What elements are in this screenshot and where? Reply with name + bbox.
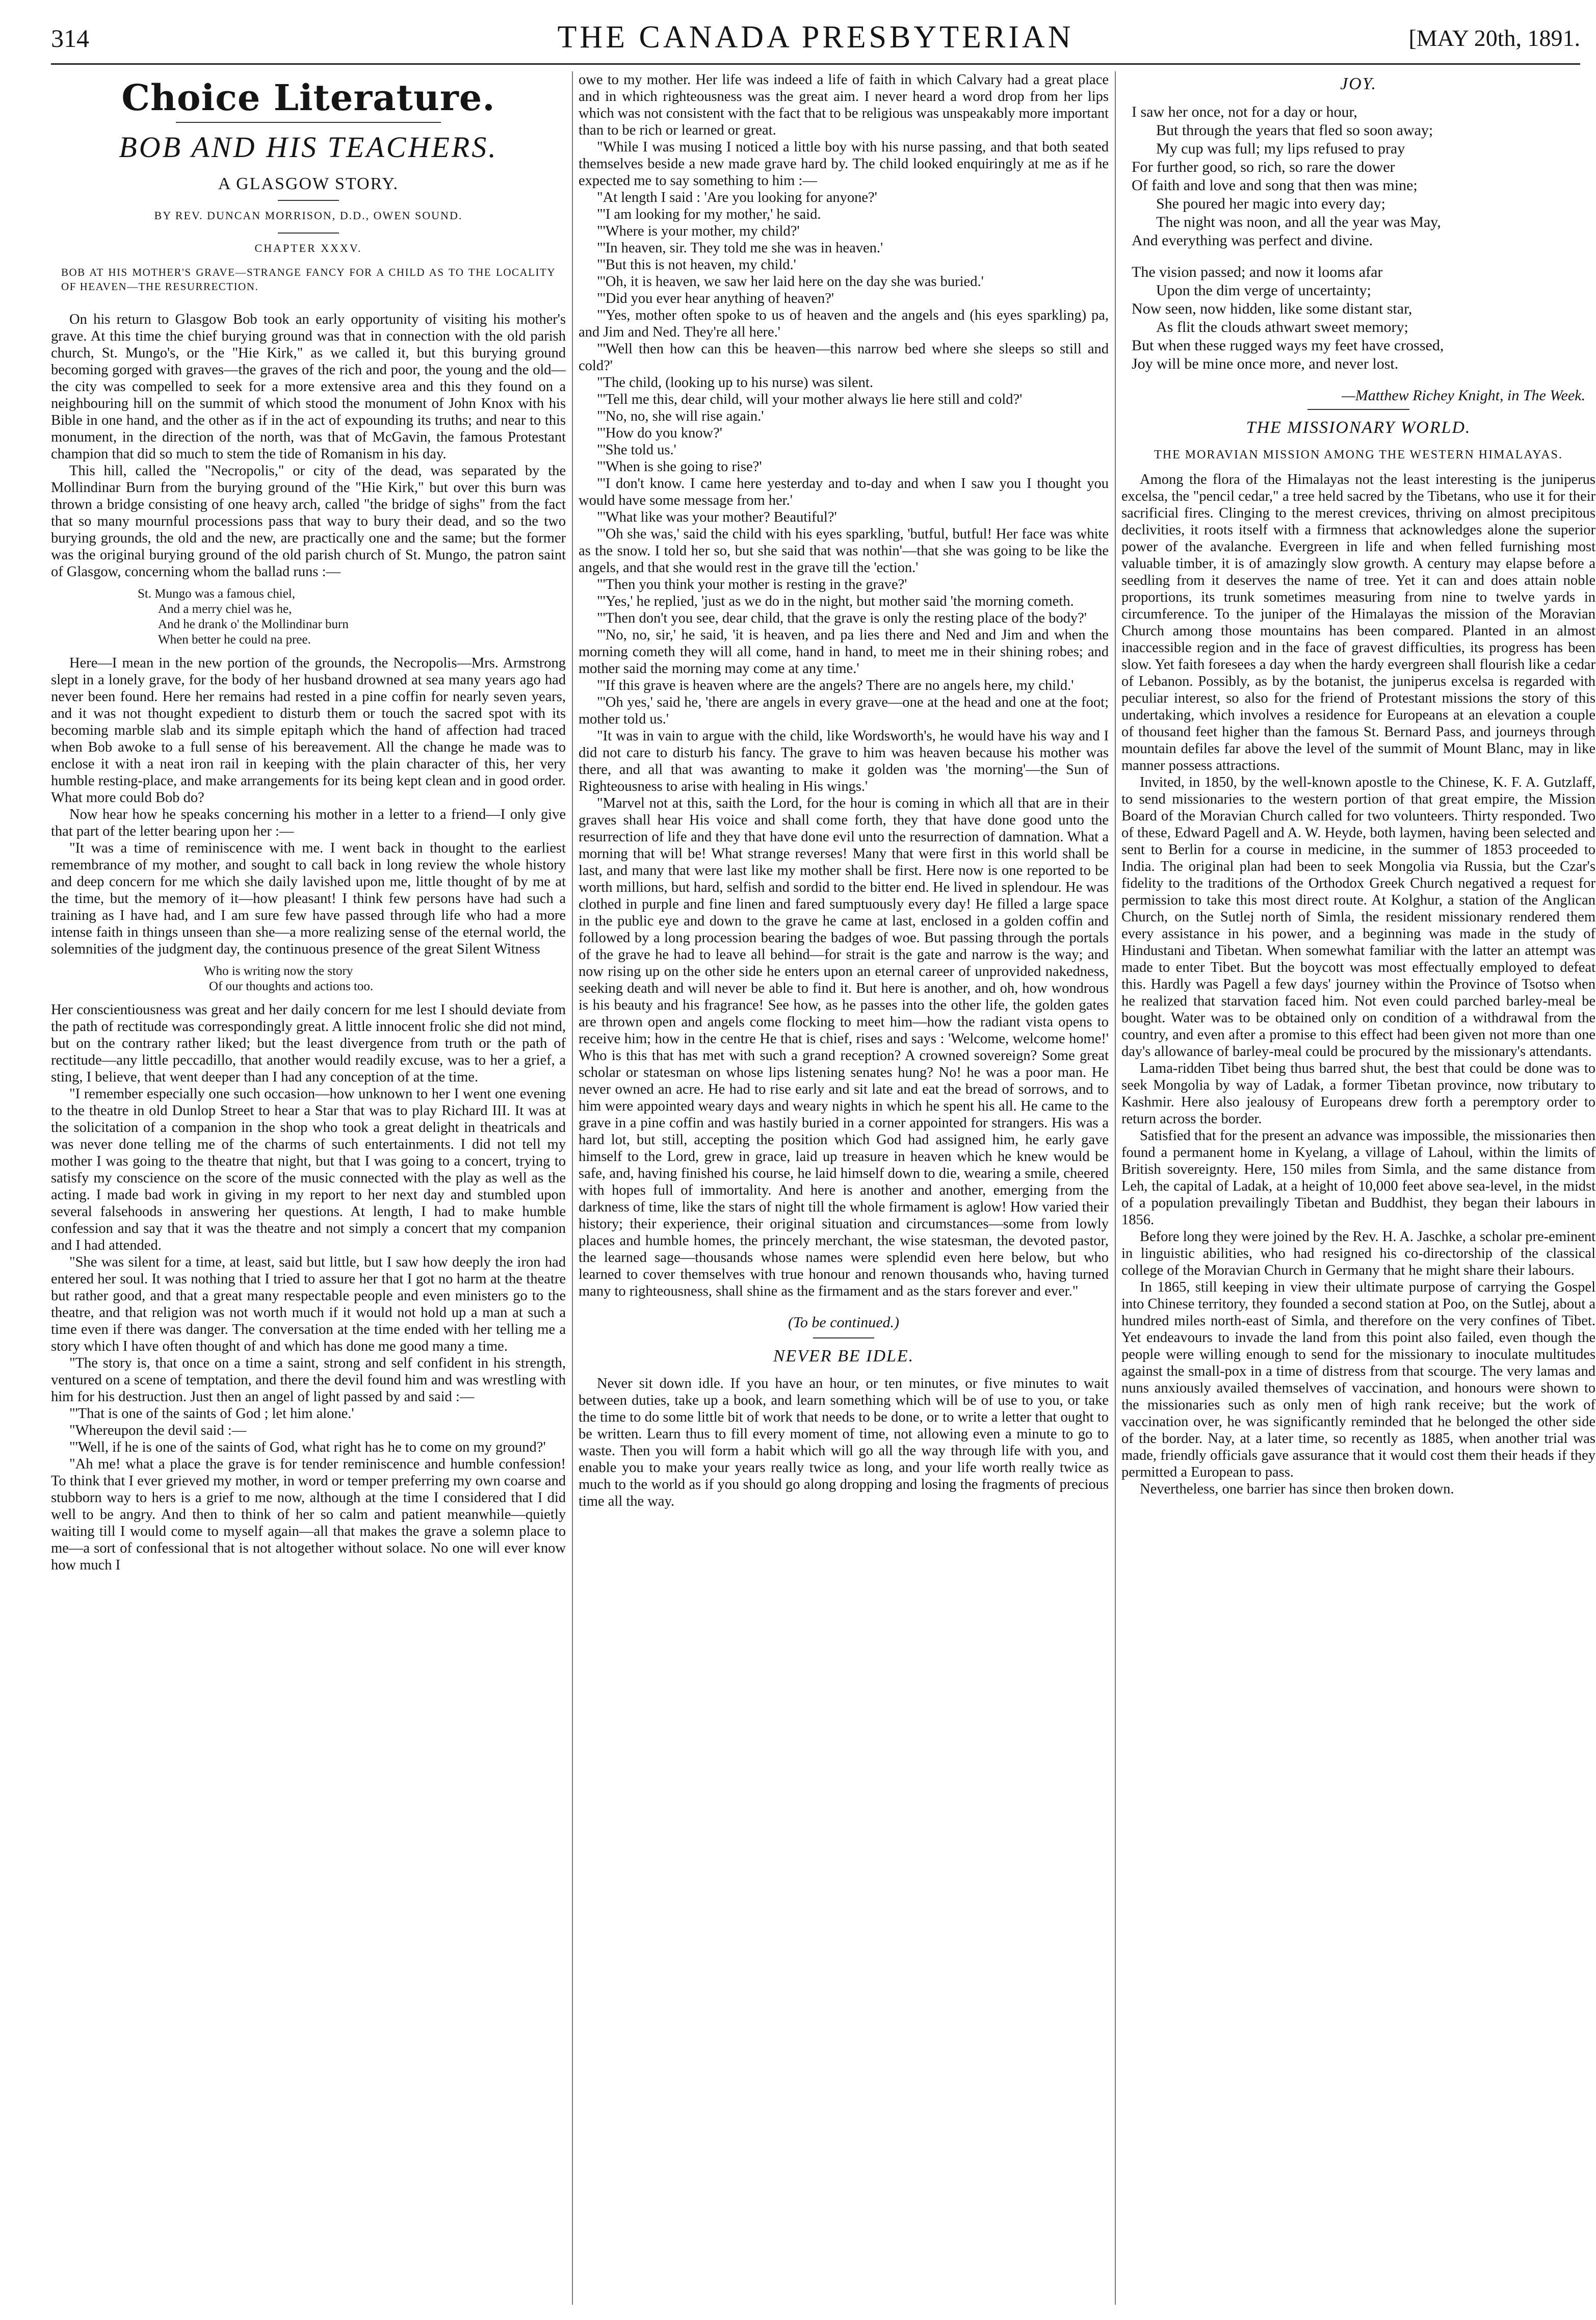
ballad-verse	[138, 586, 566, 648]
dialogue-line: "'How do you know?'	[597, 425, 722, 441]
paragraph: "The story is, that once on a time a saint, strong and self confident in his strength, ventured on a scene of temptation, and there the devil found him and was wrestling with him for his destruction. Just then an angel of light passed by and said :—	[51, 1355, 566, 1405]
dialogue-line: "'No, no, sir,' he said, 'it is heaven, and pa lies there and Ned and Jim and when the morning cometh they will all come, hand in hand, to meet me in their shining robes; and mother said the morning may come at any time.'	[579, 627, 1109, 677]
paragraph: Invited, in 1850, by the well-known apostle to the Chinese, K. F. A. Gutzlaff, to send missionaries to the western portion of that great empire, the Mission Board of the Moravian Church called for two volunteers. Thirty responded. Two of these, Edward Pagell and A. W. Heyde, both laymen, having been selected and sent to Berlin for a course in medicine, in the summer of 1853 proceeded to India. The original plan had been to seek Mongolia via Russia, but the Czar's fidelity to the traditions of the Orthodox Greek Church negatived a request for permission to take this most direct route. At Kolghur, a station of the Anglican Church, on the Sutlej north of Simla, the resident missionary rendered them every assistance in his power, and a beginning was made in the study of Hindustani and Tibetan. When somewhat familiar with the latter an attempt was made to enter Tibet. But the boycott was most effectually employed to defeat this. Hardly was Pagell a few days' journey within the Province of Tsotso when he realized that starvation faced him. Not even could parched barley-meal be bought. Water was to be obtained only on condition of a withdrawal from the country, and even after a promise to this effect had been given not more than one day's allowance of barley-meal could be procured by the missionary's attendants.	[1121, 775, 1595, 1060]
poem-line: But when these rugged ways my feet have crossed,	[1132, 337, 1444, 354]
paragraph: "Marvel not at this, saith the Lord, for the hour is coming in which all that are in their graves shall hear His voice and shall come forth, they that have done good unto the resurrection of life and they that have done evil unto the resurrection of damnation. What a morning that will be! What strange reverses! Many that were first in this world shall be last, and many that were last like my mother shall be first. Here now is one reported to be worth millions, but hard, selfish and sordid to the bitter end. He lived in splendour. He was clothed in purple and fine linen and fared sumptuously every day! He filled a large space in the public eye and down to the grave he came at last, enclosed in a golden coffin and followed by a long procession bearing the badges of woe. But passing through the portals of the grave he had to leave all behind—for strait is the gate and narrow is the way; and now rising up on the other side he enters upon an eternal career of unprovided nakedness, seeking death and will never be able to find it. But here is another, and oh, how wondrous is his beauty and his fragrance! See how, as he passes into the other life, the golden gates are thrown open and angels come flocking to meet him—how the radiant vista opens to receive him; how in the centre He that is chief, rises and says : 'Welcome, welcome home!' Who is this that has met with such a grand reception? A crowned sovereign? Some great scholar or statesman on whose lips listening senates hung? No! he was a poor man. He never owned an acre. He had to rise early and sit late and eat the bread of sorrows, and to him were appointed weary days and weary nights in which he spent his all. He came to the grave in a pine coffin and was hastily buried in a corner appointed for strangers. His was a hard lot, but still, accepting the position which God had assigned him, he early gave himself to the Lord, grew in grace, laid up treasure in heaven which he knew would be safe, and, having finished his course, he laid himself down to die, wearing a smile, cheered with hopes full of immortality. And here is another and another, emerging from the darkness of time, like the stars of night till the whole firmament is aglow! How varied their history; their experience, their original situation and circumstances—some from lowly places and humble homes, the princely merchant, the wise statesman, the devoted pastor, the learned sage—thousands whose names were splendid even here below, but who learned to cover themselves with true honour and renown thousands who, having turned many to righteousness, shall shine as the firmament and as the stars forever and ever."	[579, 795, 1109, 1299]
column-2	[579, 71, 1109, 2305]
paragraph: Lama-ridden Tibet being thus barred shut, the best that could be done was to seek Mongolia by way of Ladak, a former Tibetan province, now tributary to Kashmir. Here also jealousy of Europeans drew forth a peremptory order to return across the border.	[1121, 1061, 1595, 1127]
dialogue-line: "'She told us.'	[597, 442, 676, 458]
paragraph: owe to my mother. Her life was indeed a life of faith in which Calvary had a great place and in which righteousness was the great aim. I never heard a word drop from her lips which was not consistent with the fact that to be religious was unspeakably more important than to be rich or learned or great.	[579, 72, 1109, 138]
never-be-idle-title: NEVER BE IDLE.	[773, 1347, 914, 1365]
department-rule	[176, 122, 441, 123]
department-heading: Choice Literature.	[121, 76, 495, 119]
paragraph: Her conscientiousness was great and her daily concern for me lest I should deviate from the path of rectitude was correspondingly great. A little innocent frolic she did not mind, but on the contrary rather liked; but the least divergence from truth or the path of rectitude—any little peccadillo, that another would readily excuse, was to her a grief, a sting, I believe, that went deeper than I had any conception of at the time.	[51, 1002, 566, 1085]
page-number: 314	[51, 24, 89, 53]
never-be-idle-body	[579, 1375, 1109, 1510]
dialogue-line: "'Tell me this, dear child, will your mother always lie here still and cold?'	[597, 392, 1023, 407]
paragraph: "'Well, if he is one of the saints of God, what right has he to come on my ground?'	[69, 1439, 546, 1455]
dialogue-line: "The child, (looking up to his nurse) was silent.	[597, 375, 873, 391]
running-header	[51, 19, 1580, 61]
poem-joy	[1132, 103, 1595, 405]
dialogue-line: "'If this grave is heaven where are the angels? There are no angels here, my child.'	[597, 678, 1074, 693]
dialogue-line: "'Yes,' he replied, 'just as we do in the night, but mother said 'the morning cometh.	[597, 594, 1074, 609]
dialogue-line: "'Oh, it is heaven, we saw her laid here on the day she was buried.'	[597, 274, 984, 290]
poem-line: Of faith and love and song that then was mine;	[1132, 177, 1418, 194]
poem-stanza	[1132, 103, 1595, 250]
short-rule	[813, 1337, 874, 1338]
poem-line: Now seen, now hidden, like some distant star,	[1132, 300, 1412, 317]
dialogue-line: "'Yes, mother often spoke to us of heaven and the angels and (his eyes sparkling) pa, and Jim and Ned. They're all here.'	[579, 307, 1109, 340]
verse-line: And he drank o' the Mollindinar burn	[158, 617, 349, 631]
paragraph: In 1865, still keeping in view their ultimate purpose of carrying the Gospel into Chinese territory, they founded a second station at Poo, on the Sutlej, about a hundred miles north-east of Simla, and therefore on the very confines of Tibet. Yet endeavours to invade the land from this point also failed, even though the people were willing enough to send for the missionary to inoculate multitudes against the small-pox in a time of distress from that scourge. The very lamas and nuns anxiously availed themselves of vaccination, and honours were shown to the missionaries such as only men of high rank receive; but the work of vaccination over, he was significantly reminded that he belonged the other side of the border. Nay, at a later time, so recently as 1885, when another trial was made, friendly officials gave assurance that it would cost them their heads if they permitted a European to pass.	[1121, 1279, 1595, 1480]
article-subhead: THE MORAVIAN MISSION AMONG THE WESTERN HIMALAYAS.	[1154, 448, 1563, 461]
paragraph: "Whereupon the devil said :—	[69, 1423, 247, 1438]
chapter-heading: CHAPTER XXXV.	[254, 242, 362, 254]
dialogue-line: "'Then don't you see, dear child, that the grave is only the resting place of the body?'	[597, 610, 1087, 626]
paragraph: "I remember especially one such occasion—how unknown to her I went one evening to the theatre in old Dunlop Street to hear a Star that was to play Richard III. It was at the solicitation of a companion in the shop who took a great delight in theatricals and was never done telling me of the charms of such entertainments. I did not tell my mother I was going to the theatre that night, but that I was going to a concert, trying to satisfy my conscience on the score of the music connected with the play as well as the acting. I made bad work in giving in my report to her next day and stumbled upon several falsehoods in answering her questions. At length, I had to make humble confession and say that it was the theatre and not simply a concert that my companion and I had attended.	[51, 1086, 566, 1253]
story-title: BOB AND HIS TEACHERS.	[119, 131, 498, 164]
poem-line: She poured her magic into every day;	[1156, 195, 1385, 212]
dialogue-line: "'No, no, she will rise again.'	[597, 408, 764, 424]
dialogue-line: "'Oh yes,' said he, 'there are angels in every grave—one at the head and one at the foot; mother told us.'	[579, 694, 1109, 727]
chapter-synopsis: BOB AT HIS MOTHER'S GRAVE—STRANGE FANCY FOR A CHILD AS TO THE LOCALITY OF HEAVEN—THE RESURRECTION.	[61, 266, 556, 293]
verse-line: Of our thoughts and actions too.	[209, 979, 374, 993]
quoted-verse	[204, 964, 566, 994]
dialogue-line: "'When is she going to rise?'	[597, 459, 762, 475]
dialogue-line: "'Where is your mother, my child?'	[597, 223, 800, 239]
paragraph: Among the flora of the Himalayas not the least interesting is the juniperus excelsa, the "pencil cedar," a tree held sacred by the Tibetans, who use it for their sacrificial fires. Clinging to the merest crevices, thriving on almost precipitous declivities, it roots itself with a firmness that acknowledges alone the superior power of the avalanche. Evergreen in life and when felled furnishing most valuable timber, it is of amazingly slow growth. A century may elapse before a seedling from it deserves the name of tree. Yet it can and does attain noble proportions, its trunk sometimes measuring from nine to twelve yards in circumference. To the juniper of the Himalayas the mission of the Moravian Church among those mountains has been compared. Planted in an almost inaccessible region and in the face of gravest difficulties, its progress has been slow. Yet faith foresees a day when the hardy evergreen shall flourish like a cedar of Lebanon. Possibly, as by the botanist, the juniperus excelsa is regarded with peculiar interest, so also for the friend of Protestant missions the story of this undertaking, which involves a residence for Europeans at an elevation a couple of thousand feet higher than the famous St. Bernard Pass, and journeys through mountain defiles far above the level of the summit of Mount Blanc, may in like manner possess attractions.	[1121, 472, 1595, 774]
poem-line: My cup was full; my lips refused to pray	[1156, 140, 1405, 157]
paragraph: Before long they were joined by the Rev. H. A. Jaschke, a scholar pre-eminent in linguistic abilities, who had resigned his co-directorship of the classical college of the Moravian Church in Germany that he might share their labours.	[1121, 1229, 1595, 1278]
verse-line: And a merry chiel was he,	[158, 602, 292, 616]
poem-line: Joy will be mine once more, and never lost.	[1132, 355, 1399, 372]
header-rule	[51, 63, 1580, 65]
dialogue-line: "'Well then how can this be heaven—this narrow bed where she sleeps so still and cold?'	[579, 341, 1109, 374]
paragraph: Nevertheless, one barrier has since then broken down.	[1140, 1481, 1454, 1497]
column-divider	[572, 71, 573, 2305]
story-subtitle: A GLASGOW STORY.	[218, 174, 399, 193]
poem-title: JOY.	[1340, 74, 1377, 93]
paragraph: "It was a time of reminiscence with me. I went back in thought to the earliest remembrance of my mother, and sought to call back in long review the whole history and deep concern for me which she daily lavished upon me, little thought of by me at the time, but the memory of it—how pleasant! I think few persons have had such a training as I have had, and I am sure few have passed through life who had a more intense faith in things unseen than she—a more realizing sense of the eternal world, the solemnities of the judgment day, the continuous presence of the great Silent Witness	[51, 840, 566, 957]
to-be-continued: (To be continued.)	[788, 1314, 900, 1331]
paragraph: On his return to Glasgow Bob took an early opportunity of visiting his mother's grave. At this time the chief burying ground was that in connection with the old parish church, St. Mungo's, or the "Hie Kirk," as we called it, but this burying ground becoming gorged with graves—the graves of the rich and poor, the young and the old—the city was compelled to seek for a more extensive area and this they found on a neighbouring hill on the summit of which stood the monument of John Knox with his Bible in one hand, and the other as if in the act of expounding its truths; and near to this monument, in the direction of the north, was that of McGavin, the famous Protestant champion that did so much to stem the tide of Romanism in his day.	[51, 312, 566, 462]
paragraph: "While I was musing I noticed a little boy with his nurse passing, and that both seated themselves beside a new made grave hard by. The child looked enquiringly at me as if he expected me to say something to him :—	[579, 139, 1109, 189]
dialogue-line: "'But this is not heaven, my child.'	[597, 257, 796, 273]
dialogue-line: "'I don't know. I came here yesterday and to-day and when I saw you I thought you would have some message from her.'	[579, 476, 1109, 508]
poem-line: As flit the clouds athwart sweet memory;	[1156, 319, 1408, 336]
paragraph: "She was silent for a time, at least, said but little, but I saw how deeply the iron had entered her soul. It was nothing that I tried to assure her that I got no harm at the theatre but rather good, and that a great many respectable people and even ministers go to the theatre, and that religion was not worth much if it would not hold up a man at such a time even if there was danger. The conversation at the time ended with her telling me a story which I have often thought of and which has done me good many a time.	[51, 1254, 566, 1354]
paragraph: "'That is one of the saints of God ; let him alone.'	[69, 1406, 354, 1422]
paragraph: "It was in vain to argue with the child, like Wordsworth's, he would have his way and I did not care to disturb his fancy. The grave to him was heaven because his mother was there, and all that was awanting to make it golden was 'the morning'—the Sun of Righteousness to arise with healing in His wings.'	[579, 728, 1109, 794]
paragraph: Here—I mean in the new portion of the grounds, the Necropolis—Mrs. Armstrong slept in a lonely grave, for the body of her husband drowned at sea many years ago had never been found. Here her remains had rested in a pine coffin for nearly seven years, and it was not thought expedient to disturb them or touch the sacred spot with its becoming marble slab and its simple epitaph which the hand of affection had traced when Bob awoke to a full sense of his bereavement. All the change he made was to enclose it with a neat iron rail in keeping with the plain character of this, her very humble resting-place, and make arrangements for its being kept clean and in good order. What more could Bob do?	[51, 655, 566, 806]
dialogue-line: "'I am looking for my mother,' he said.	[597, 207, 821, 222]
poem-line: I saw her once, not for a day or hour,	[1132, 104, 1357, 120]
dialogue-line: "'Did you ever hear anything of heaven?'	[597, 291, 834, 306]
short-rule	[1307, 409, 1409, 410]
dialogue-line: "'Then you think your mother is resting in the grave?'	[597, 577, 907, 592]
poem-line: But through the years that fled so soon away;	[1156, 122, 1433, 139]
issue-date: [MAY 20th, 1891.	[1408, 25, 1580, 51]
missionary-article-body	[1121, 471, 1595, 1498]
column-divider	[1115, 71, 1116, 2305]
poem-line: Upon the dim verge of uncertainty;	[1156, 282, 1371, 299]
dialogue-line: "At length I said : 'Are you looking for anyone?'	[597, 190, 877, 205]
column-1	[51, 71, 566, 2305]
story-body-continued	[579, 71, 1109, 1300]
dialogue-line: "'What like was your mother? Beautiful?'	[597, 509, 837, 525]
short-rule	[278, 200, 339, 201]
paragraph: Never sit down idle. If you have an hour, or ten minutes, or five minutes to wait between duties, take up a book, and learn something which will be of use to you, or take the time to do some little bit of work that needs to be done, or to write a letter that ought to be written. Learn thus to fill every moment of time, not allowing even a minute to go to waste. Then you will form a habit which will go all the way through life with you, and enable you to make your years really twice as long, and your life worth really twice as much to the world as if you should go along dropping and losing the fragments of precious time all the way.	[579, 1376, 1109, 1509]
verse-line: St. Mungo was a famous chiel,	[138, 587, 295, 601]
verse-line: When better he could na pree.	[158, 633, 311, 647]
masthead-title: THE CANADA PRESBYTERIAN	[557, 20, 1074, 55]
poem-line: For further good, so rich, so rare the dower	[1132, 159, 1395, 175]
poem-attribution: —Matthew Richey Knight, in The Week.	[1342, 387, 1585, 404]
paragraph: Now hear how he speaks concerning his mother in a letter to a friend—I only give that part of the letter bearing upon her :—	[51, 807, 566, 839]
poem-line: The night was noon, and all the year was May,	[1156, 214, 1441, 230]
paragraph: "Ah me! what a place the grave is for tender reminiscence and humble confession! To think that I ever grieved my mother, in word or temper preferring my own coarse and stubborn way to hers is a grief to me now, although at the time I considered that I did well to be angry. And then to think of her so calm and patient meanwhile—quietly waiting till I would come to myself again—all that makes the grave a solemn place to me—a sort of confessional that is not altogether without solace. No one will ever know how much I	[51, 1456, 566, 1573]
poem-line: The vision passed; and now it looms afar	[1132, 264, 1383, 280]
dialogue-line: "'In heaven, sir. They told me she was in heaven.'	[597, 240, 883, 256]
paragraph: This hill, called the "Necropolis," or city of the dead, was separated by the Mollindinar Burn from the burying ground of the "Hie Kirk," but over this burn was thrown a bridge consisting of one heavy arch, called "the bridge of sighs" from the fact that so many mournful processions pass that way to bury their dead, and so the two burying grounds, the old and the new, are practically one and the same; but the former was the original burying ground of the old parish church of St. Mungo, the patron saint of Glasgow, concerning whom the ballad runs :—	[51, 463, 566, 580]
verse-line: Who is writing now the story	[204, 964, 353, 978]
missionary-world-title: THE MISSIONARY WORLD.	[1246, 418, 1471, 437]
byline: BY REV. DUNCAN MORRISON, D.D., OWEN SOUND.	[154, 209, 463, 222]
poem-line: And everything was perfect and divine.	[1132, 232, 1373, 249]
paragraph: Satisfied that for the present an advance was impossible, the missionaries then found a permanent home in Kyelang, a village of Lahoul, within the limits of British sovereignty. Here, 150 miles from Simla, and the same distance from Leh, the capital of Ladak, at a height of 10,000 feet above sea-level, in the midst of a population prevailingly Tibetan and Buddhist, they began their labours in 1856.	[1121, 1128, 1595, 1228]
dialogue-line: "'Oh she was,' said the child with his eyes sparkling, 'butful, butful! Her face was white as the snow. I told her so, but she said that was nothin'—that she was going to be like the angels, and that she would rest in the grave till the 'ection.'	[579, 526, 1109, 576]
column-3	[1121, 71, 1595, 2305]
poem-stanza	[1132, 263, 1595, 373]
story-body	[51, 311, 566, 1574]
short-rule	[278, 233, 339, 234]
